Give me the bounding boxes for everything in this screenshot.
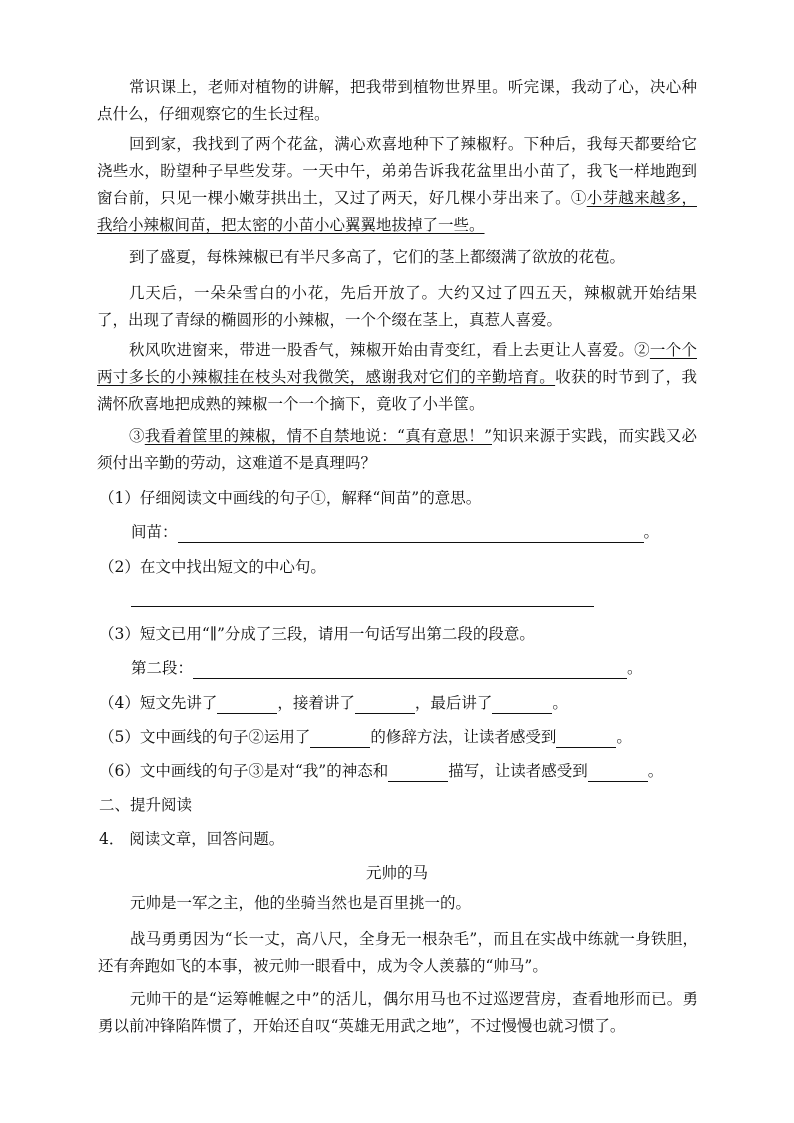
question-5-part-a: （5）文中画线的句子②运用了 — [99, 728, 311, 746]
question-6 — [99, 760, 709, 782]
answer-line-3 — [131, 657, 643, 679]
article-paragraph-3-text: 元帅干的是“运筹帷幄之中”的活儿，偶尔用马也不过巡逻营房，查看地形而已。勇勇以前冲锋陷阵惯了，开始还自叹“英雄无用武之地”，不过慢慢也就习惯了。 — [98, 990, 698, 1035]
answer-line-1 — [131, 521, 659, 543]
article-paragraph-1 — [98, 890, 698, 917]
question-2: （2）在文中找出短文的中心句。 — [99, 558, 326, 576]
paragraph-4 — [97, 280, 697, 334]
paragraph-6-marker: ③ — [129, 427, 145, 445]
article-paragraph-3 — [98, 986, 698, 1040]
underlined-sentence-1: 小芽越来越多，我给小辣椒间苗，把太密的小苗小心翼翼地拔掉了一些。 — [97, 189, 697, 234]
question-5-period: 。 — [616, 728, 632, 746]
paragraph-1-text: 常识课上，老师对植物的讲解，把我带到植物世界里。听完课，我动了心，决心种点什么，仔细观察它的生长过程。 — [97, 78, 697, 123]
answer-6b-blank[interactable] — [588, 765, 648, 782]
answer-4c-blank[interactable] — [492, 697, 552, 714]
answer-1-label: 间苗： — [131, 523, 178, 541]
question-4-part-a: （4）短文先讲了 — [99, 694, 218, 712]
answer-4a-blank[interactable] — [217, 697, 277, 714]
paragraph-6 — [97, 423, 697, 477]
question-3: （3）短文已用“∥”分成了三段，请用一句话写出第二段的段意。 — [99, 625, 535, 643]
question-1: （1）仔细阅读文中画线的句子①，解释“间苗”的意思。 — [99, 489, 482, 507]
answer-2-blank[interactable] — [131, 606, 594, 607]
article-title: 元帅的马 — [365, 864, 428, 882]
answer-5b-blank[interactable] — [556, 731, 616, 748]
item-4-instruction: 4． 阅读文章，回答问题。 — [99, 830, 285, 848]
article-paragraph-1-text: 元帅是一军之主，他的坐骑当然也是百里挑一的。 — [130, 894, 472, 912]
answer-3-period: 。 — [627, 659, 643, 677]
underlined-sentence-3: 我看着筐里的辣椒，情不自禁地说：“真有意思！” — [144, 427, 493, 445]
question-4-part-b: ，接着讲了 — [277, 694, 355, 712]
paragraph-5-text: 秋风吹进窗来，带进一股香气，辣椒开始由青变红，看上去更让人喜爱。② — [129, 341, 650, 359]
question-6-part-b: 描写，让读者感受到 — [448, 762, 588, 780]
paragraph-1 — [97, 74, 697, 128]
question-4 — [99, 692, 709, 714]
answer-4b-blank[interactable] — [355, 697, 415, 714]
paragraph-3-text: 到了盛夏，每株辣椒已有半尺多高了，它们的茎上都缀满了欲放的花苞。 — [129, 248, 626, 266]
paragraph-4-text: 几天后，一朵朵雪白的小花，先后开放了。大约又过了四五天，辣椒就开始结果了，出现了青绿的椭圆形的小辣椒，一个个缀在茎上，真惹人喜爱。 — [97, 284, 697, 329]
paragraph-2-text: 回到家，我找到了两个花盆，满心欢喜地种下了辣椒籽。下种后，我每天都要给它浇些水，盼望种子早些发芽。一天中午，弟弟告诉我花盆里出小苗了，我飞一样地跑到窗台前，只见一棵小嫩芽拱出土，又过了两天，好几棵小芽出来了。① — [97, 135, 697, 207]
article-paragraph-2 — [98, 926, 698, 980]
section-2-heading: 二、提升阅读 — [99, 796, 193, 814]
answer-5a-blank[interactable] — [310, 731, 370, 748]
paragraph-2 — [97, 131, 697, 239]
answer-6a-blank[interactable] — [388, 765, 448, 782]
question-6-period: 。 — [647, 762, 664, 780]
question-4-period: 。 — [552, 694, 568, 712]
paragraph-5 — [97, 337, 697, 418]
paragraph-3 — [97, 244, 697, 271]
paragraph-6-text: 知识来源于实践，而实践又必须付出辛勤的劳动，这难道不是真理吗？ — [97, 427, 697, 472]
question-4-part-c: ，最后讲了 — [414, 694, 493, 712]
question-6-part-a: （6）文中画线的句子③是对“我”的神态和 — [99, 762, 389, 780]
answer-1-period: 。 — [643, 523, 660, 541]
article-paragraph-2-text: 战马勇勇因为“长一丈，高八尺，全身无一根杂毛”，而且在实战中练就一身铁胆，还有奔跑如飞的本事，被元帅一眼看中，成为令人羡慕的“帅马”。 — [98, 930, 698, 975]
answer-1-blank[interactable] — [178, 526, 644, 543]
paragraph-5-text-end: 收获的时节到了，我满怀欣喜地把成熟的辣椒一个一个摘下，竟收了小半筐。 — [97, 368, 697, 413]
question-5 — [99, 726, 709, 748]
question-5-part-b: 的修辞方法，让读者感受到 — [370, 728, 557, 746]
answer-3-label: 第二段： — [131, 659, 194, 677]
underlined-sentence-2: 一个个两寸多长的小辣椒挂在枝头对我微笑，感谢我对它们的辛勤培育。 — [97, 341, 697, 386]
answer-3-blank[interactable] — [193, 662, 627, 679]
